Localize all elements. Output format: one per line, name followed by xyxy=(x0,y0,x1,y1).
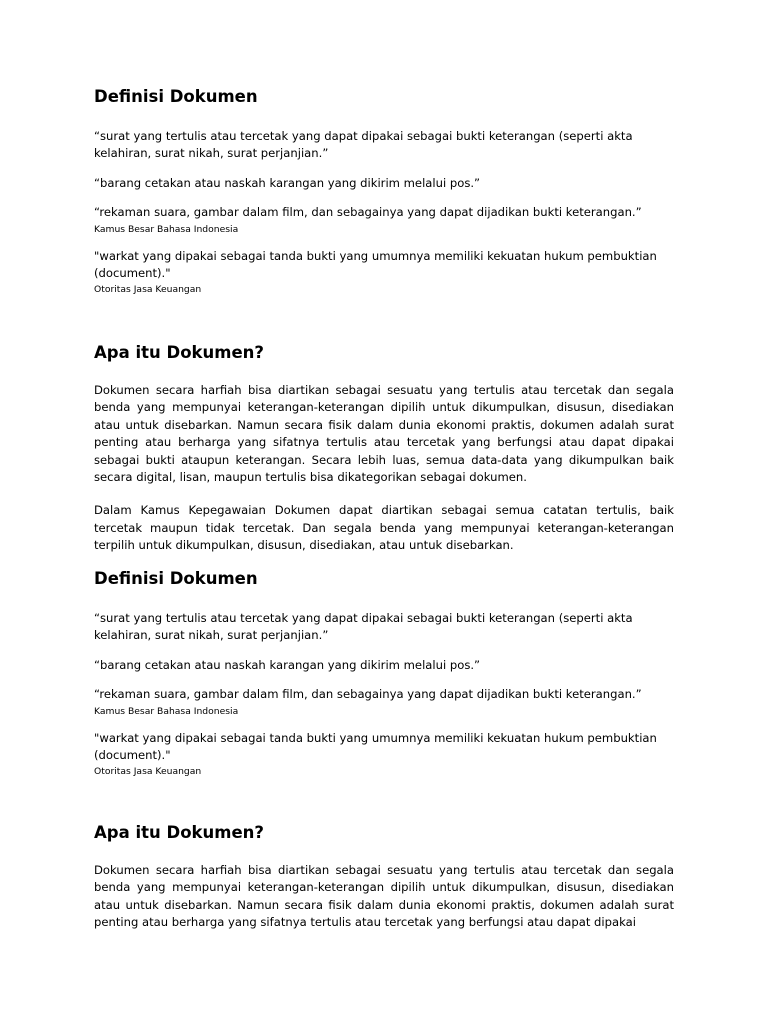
citation-source: Otoritas Jasa Keuangan xyxy=(94,284,202,296)
definition-quote: “rekaman suara, gambar dalam film, dan sebagainya yang dapat dijadikan bukti keterangan.” xyxy=(94,205,642,220)
explanation-section xyxy=(94,822,674,932)
section-heading: Apa itu Dokumen? xyxy=(94,343,264,362)
definition-quote: "warkat yang dipakai sebagai tanda bukti yang umumnya memiliki kekuatan hukum pembuktian (document)." xyxy=(94,730,657,763)
citation-source: Otoritas Jasa Keuangan xyxy=(94,766,202,778)
body-paragraph: Dokumen secara harfiah bisa diartikan sebagai sesuatu yang tertulis atau tercetak dan segala benda yang mempunyai keterangan-keterangan dipilih untuk dikumpulkan, disusun, disediakan atau untuk disebarkan. Namun secara fisik dalam dunia ekonomi praktis, dokumen adalah surat penting atau berharga yang sifatnya tertulis atau tercetak yang berfungsi atau dapat dipakai xyxy=(94,863,674,930)
citation-source: Kamus Besar Bahasa Indonesia xyxy=(94,223,239,235)
definition-quote: “barang cetakan atau naskah karangan yang dikirim melalui pos.” xyxy=(94,175,481,190)
definition-quote: "warkat yang dipakai sebagai tanda bukti yang umumnya memiliki kekuatan hukum pembuktian (document)." xyxy=(94,248,657,281)
definition-quote: “rekaman suara, gambar dalam film, dan sebagainya yang dapat dijadikan bukti keterangan.” xyxy=(94,687,642,702)
definition-quote: “surat yang tertulis atau tercetak yang dapat dipakai sebagai bukti keterangan (seperti akta kelahiran, surat nikah, surat perjanjian.” xyxy=(94,611,633,643)
body-paragraph: Dalam Kamus Kepegawaian Dokumen dapat diartikan sebagai semua catatan tertulis, baik tercetak maupun tidak tercetak. Dan segala benda yang mempunyai keterangan-keterangan terpilih untuk dikumpulkan, disusun, disediakan, atau untuk disebarkan. xyxy=(94,503,674,553)
section-heading: Apa itu Dokumen? xyxy=(94,823,264,842)
definition-quote: “barang cetakan atau naskah karangan yang dikirim melalui pos.” xyxy=(94,657,481,672)
section-heading: Definisi Dokumen xyxy=(94,569,258,588)
citation-source: Kamus Besar Bahasa Indonesia xyxy=(94,705,239,717)
body-paragraph: Dokumen secara harfiah bisa diartikan sebagai sesuatu yang tertulis atau tercetak dan segala benda yang mempunyai keterangan-keterangan dipilih untuk dikumpulkan, disusun, disediakan atau untuk disebarkan. Namun secara fisik dalam dunia ekonomi praktis, dokumen adalah surat penting atau berharga yang sifatnya tertulis atau tercetak yang berfungsi atau dapat dipakai sebagai bukti ataupun keterangan. Secara lebih luas, semua data-data yang dikumpulkan baik secara digital, lisan, maupun tertulis bisa dikategorikan sebagai dokumen. xyxy=(94,383,674,485)
definition-section xyxy=(94,86,674,296)
definition-section xyxy=(94,568,674,778)
definition-quote: “surat yang tertulis atau tercetak yang dapat dipakai sebagai bukti keterangan (seperti akta kelahiran, surat nikah, surat perjanjian.” xyxy=(94,129,633,161)
section-heading: Definisi Dokumen xyxy=(94,87,258,106)
explanation-section xyxy=(94,342,674,555)
